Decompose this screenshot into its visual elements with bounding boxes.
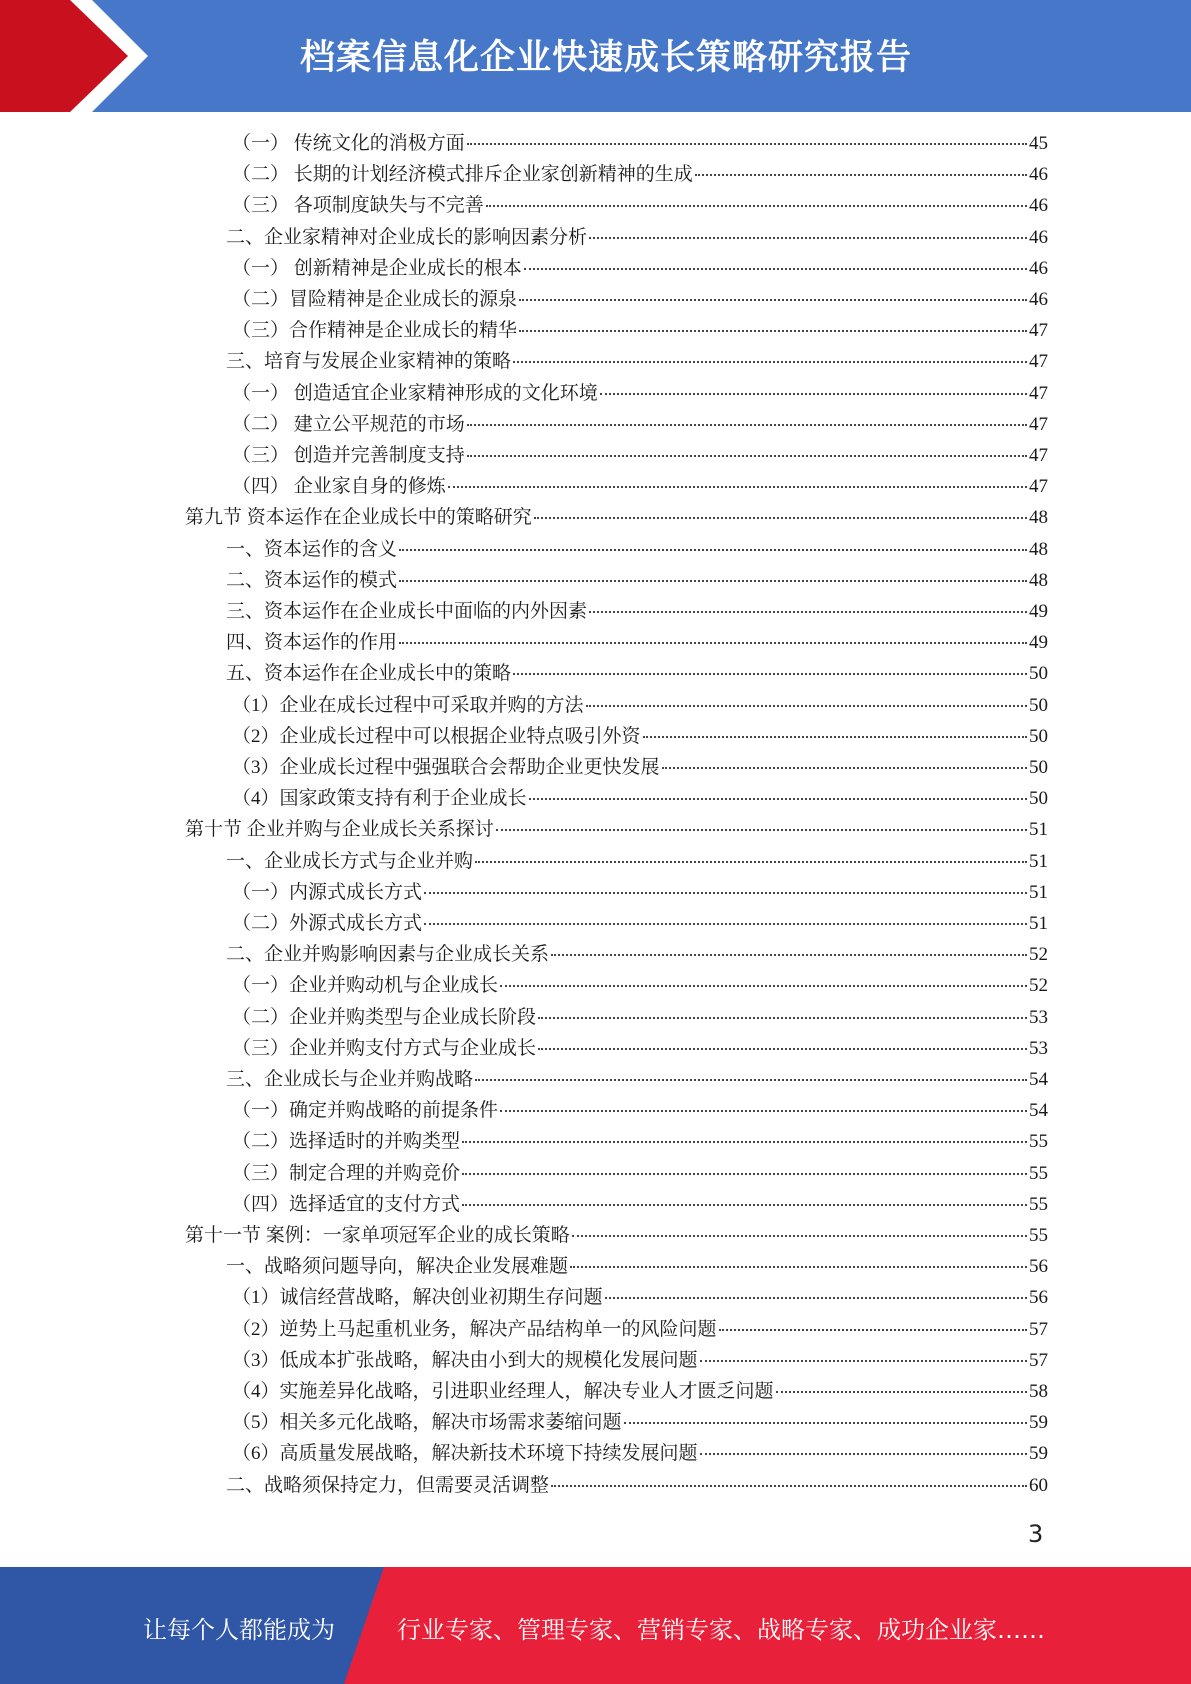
toc-entry-title: 第九节 资本运作在企业成长中的策略研究 bbox=[185, 507, 532, 529]
toc-dot-leader bbox=[462, 1172, 1027, 1175]
toc-dot-leader bbox=[700, 1452, 1027, 1455]
page-header bbox=[0, 0, 1191, 112]
toc-dot-leader bbox=[695, 173, 1027, 176]
toc-entry-title: 二、战略须保持定力，但需要灵活调整 bbox=[226, 1474, 550, 1496]
toc-entry-title: 五、资本运作在企业成长中的策略 bbox=[226, 663, 512, 685]
report-title: 档案信息化企业快速成长策略研究报告 bbox=[300, 38, 913, 78]
toc-entry-title: （二）外源式成长方式 bbox=[232, 913, 423, 934]
toc-entry[interactable] bbox=[226, 346, 1048, 377]
toc-entry[interactable] bbox=[226, 846, 1048, 877]
toc-dot-leader bbox=[462, 1140, 1027, 1143]
toc-dot-leader bbox=[475, 860, 1027, 863]
toc-entry-title: 三、培育与发展企业家精神的策略 bbox=[226, 351, 512, 373]
toc-entry-page: 52 bbox=[1029, 944, 1048, 966]
toc-entry-title: （一）内源式成长方式 bbox=[232, 881, 423, 903]
toc-entry-title: 二、资本运作的模式 bbox=[226, 569, 398, 591]
toc-entry[interactable] bbox=[232, 1438, 1048, 1469]
toc-dot-leader bbox=[424, 922, 1027, 925]
toc-dot-leader bbox=[399, 641, 1027, 644]
toc-entry-page: 46 bbox=[1029, 257, 1048, 279]
toc-entry-page: 50 bbox=[1029, 757, 1048, 778]
toc-entry[interactable] bbox=[226, 1470, 1048, 1501]
toc-entry[interactable] bbox=[226, 565, 1048, 596]
footer-tagline: 行业专家、管理专家、营销专家、战略专家、成功企业家…… bbox=[397, 1616, 1045, 1644]
toc-entry-page: 57 bbox=[1029, 1318, 1048, 1340]
toc-entry-title: （一） 传统文化的消极方面 bbox=[232, 133, 465, 154]
toc-dot-leader bbox=[524, 267, 1027, 270]
toc-entry-page: 55 bbox=[1029, 1131, 1048, 1153]
toc-entry-page: 46 bbox=[1029, 226, 1048, 248]
toc-entry-page: 45 bbox=[1029, 133, 1048, 154]
toc-entry[interactable] bbox=[232, 1126, 1048, 1157]
toc-entry-page: 53 bbox=[1029, 1037, 1048, 1059]
toc-entry-title: （二） 长期的计划经济模式排斥企业家创新精神的生成 bbox=[232, 164, 693, 186]
toc-entry-page: 46 bbox=[1029, 289, 1048, 310]
toc-entry[interactable] bbox=[232, 159, 1048, 190]
toc-entry[interactable] bbox=[232, 190, 1048, 221]
toc-entry[interactable] bbox=[232, 752, 1048, 783]
toc-entry-page: 51 bbox=[1029, 881, 1048, 903]
toc-entry-page: 49 bbox=[1029, 601, 1048, 622]
toc-entry-title: （1）企业在成长过程中可采取并购的方法 bbox=[232, 694, 584, 716]
toc-dot-leader bbox=[719, 1328, 1027, 1331]
toc-dot-leader bbox=[399, 579, 1027, 582]
toc-entry-page: 55 bbox=[1029, 1193, 1048, 1215]
toc-entry-page: 46 bbox=[1029, 164, 1048, 186]
toc-entry-title: （2）逆势上马起重机业务，解决产品结构单一的风险问题 bbox=[232, 1318, 717, 1340]
toc-entry-page: 55 bbox=[1029, 1225, 1048, 1246]
page-number: 3 bbox=[1028, 1520, 1044, 1548]
toc-dot-leader bbox=[486, 204, 1027, 207]
toc-entry[interactable] bbox=[232, 1376, 1048, 1407]
toc-dot-leader bbox=[624, 1421, 1027, 1424]
toc-entry-page: 52 bbox=[1029, 975, 1048, 997]
toc-entry[interactable] bbox=[232, 1407, 1048, 1438]
toc-entry-title: （5）相关多元化战略，解决市场需求萎缩问题 bbox=[232, 1412, 622, 1434]
toc-dot-leader bbox=[662, 766, 1027, 769]
toc-dot-leader bbox=[500, 984, 1027, 987]
toc-entry-title: （6）高质量发展战略，解决新技术环境下持续发展问题 bbox=[232, 1443, 698, 1465]
toc-entry[interactable] bbox=[232, 1282, 1048, 1313]
toc-entry-page: 47 bbox=[1029, 413, 1048, 435]
toc-dot-leader bbox=[513, 672, 1027, 675]
toc-dot-leader bbox=[589, 610, 1027, 613]
toc-entry[interactable] bbox=[232, 128, 1048, 159]
toc-entry-page: 54 bbox=[1029, 1069, 1048, 1090]
toc-dot-leader bbox=[700, 1359, 1027, 1362]
toc-entry[interactable] bbox=[232, 440, 1048, 471]
toc-dot-leader bbox=[467, 423, 1027, 426]
toc-entry[interactable] bbox=[185, 814, 1048, 845]
toc-entry[interactable] bbox=[226, 534, 1048, 565]
toc-entry-page: 55 bbox=[1029, 1162, 1048, 1184]
toc-entry[interactable] bbox=[232, 1345, 1048, 1376]
toc-entry-title: 一、资本运作的含义 bbox=[226, 538, 398, 560]
toc-entry-title: 三、企业成长与企业并购战略 bbox=[226, 1069, 474, 1090]
toc-entry[interactable] bbox=[232, 1033, 1048, 1064]
toc-entry[interactable] bbox=[232, 970, 1048, 1001]
toc-dot-leader bbox=[500, 1109, 1027, 1112]
toc-entry[interactable] bbox=[232, 877, 1048, 908]
toc-dot-leader bbox=[605, 1296, 1027, 1299]
toc-entry-page: 50 bbox=[1029, 694, 1048, 716]
toc-entry-title: （三） 创造并完善制度支持 bbox=[232, 445, 465, 466]
toc-entry-page: 47 bbox=[1029, 320, 1048, 342]
toc-entry-page: 47 bbox=[1029, 445, 1048, 466]
toc-entry[interactable] bbox=[232, 409, 1048, 440]
toc-entry-page: 51 bbox=[1029, 913, 1048, 934]
toc-entry[interactable] bbox=[226, 627, 1048, 658]
toc-entry-page: 47 bbox=[1029, 382, 1048, 404]
toc-entry-page: 59 bbox=[1029, 1412, 1048, 1434]
toc-entry-page: 56 bbox=[1029, 1256, 1048, 1278]
toc-entry-title: （一） 创新精神是企业成长的根本 bbox=[232, 257, 522, 279]
toc-entry-title: （3）企业成长过程中强强联合会帮助企业更快发展 bbox=[232, 757, 660, 778]
toc-entry-title: （四） 企业家自身的修炼 bbox=[232, 476, 446, 498]
toc-entry-page: 57 bbox=[1029, 1349, 1048, 1371]
toc-entry-title: （二） 建立公平规范的市场 bbox=[232, 413, 465, 435]
toc-entry[interactable] bbox=[232, 284, 1048, 315]
toc-entry[interactable] bbox=[232, 1095, 1048, 1126]
toc-dot-leader bbox=[538, 1016, 1027, 1019]
toc-entry-title: （二）企业并购类型与企业成长阶段 bbox=[232, 1006, 537, 1028]
toc-entry[interactable] bbox=[232, 471, 1048, 502]
toc-dot-leader bbox=[462, 1203, 1027, 1206]
toc-entry-title: （二）冒险精神是企业成长的源泉 bbox=[232, 289, 518, 310]
toc-entry-page: 51 bbox=[1029, 819, 1048, 841]
toc-entry[interactable] bbox=[226, 658, 1048, 689]
header-chevron-decoration bbox=[0, 0, 150, 112]
toc-dot-leader bbox=[424, 891, 1027, 894]
toc-entry-title: 三、资本运作在企业成长中面临的内外因素 bbox=[226, 601, 588, 622]
toc-entry-title: （4）实施差异化战略，引进职业经理人，解决专业人才匮乏问题 bbox=[232, 1381, 774, 1402]
toc-entry[interactable] bbox=[232, 721, 1048, 752]
toc-entry-page: 50 bbox=[1029, 788, 1048, 810]
page-footer bbox=[0, 1567, 1191, 1684]
toc-dot-leader bbox=[475, 1078, 1027, 1081]
toc-entry[interactable] bbox=[185, 502, 1048, 533]
toc-dot-leader bbox=[551, 1484, 1027, 1487]
toc-dot-leader bbox=[589, 236, 1027, 239]
toc-dot-leader bbox=[776, 1390, 1027, 1393]
toc-entry-title: （三）合作精神是企业成长的精华 bbox=[232, 320, 518, 342]
toc-dot-leader bbox=[600, 392, 1027, 395]
toc-dot-leader bbox=[399, 548, 1027, 551]
toc-dot-leader bbox=[467, 142, 1027, 145]
toc-entry[interactable] bbox=[232, 908, 1048, 939]
toc-entry-title: （1）诚信经营战略，解决创业初期生存问题 bbox=[232, 1287, 603, 1309]
toc-entry-page: 48 bbox=[1029, 569, 1048, 591]
toc-dot-leader bbox=[551, 953, 1027, 956]
toc-entry[interactable] bbox=[226, 1251, 1048, 1282]
toc-entry-page: 59 bbox=[1029, 1443, 1048, 1465]
toc-entry[interactable] bbox=[226, 596, 1048, 627]
toc-entry-page: 50 bbox=[1029, 725, 1048, 747]
toc-entry-page: 51 bbox=[1029, 850, 1048, 872]
toc-dot-leader bbox=[572, 1234, 1027, 1237]
toc-entry[interactable] bbox=[232, 315, 1048, 346]
toc-dot-leader bbox=[534, 516, 1027, 519]
toc-entry-title: 第十一节 案例：一家单项冠军企业的成长策略 bbox=[185, 1225, 570, 1246]
toc-entry[interactable] bbox=[232, 378, 1048, 409]
toc-dot-leader bbox=[538, 1047, 1027, 1050]
toc-entry-title: 第十节 企业并购与企业成长关系探讨 bbox=[185, 819, 494, 841]
toc-entry[interactable] bbox=[226, 939, 1048, 970]
toc-entry-title: （四）选择适宜的支付方式 bbox=[232, 1193, 461, 1215]
toc-entry-page: 47 bbox=[1029, 476, 1048, 498]
toc-entry-title: （三）企业并购支付方式与企业成长 bbox=[232, 1037, 537, 1059]
toc-dot-leader bbox=[467, 454, 1027, 457]
toc-dot-leader bbox=[519, 329, 1027, 332]
toc-entry-page: 58 bbox=[1029, 1381, 1048, 1402]
toc-entry[interactable] bbox=[232, 1189, 1048, 1220]
toc-entry-page: 56 bbox=[1029, 1287, 1048, 1309]
toc-entry-title: 一、企业成长方式与企业并购 bbox=[226, 850, 474, 872]
toc-entry[interactable] bbox=[232, 690, 1048, 721]
toc-entry[interactable] bbox=[185, 1220, 1048, 1251]
toc-dot-leader bbox=[586, 704, 1027, 707]
toc-entry[interactable] bbox=[226, 1064, 1048, 1095]
toc-entry-title: （三）制定合理的并购竞价 bbox=[232, 1162, 461, 1184]
toc-entry[interactable] bbox=[226, 222, 1048, 253]
toc-dot-leader bbox=[519, 298, 1027, 301]
toc-entry[interactable] bbox=[232, 253, 1048, 284]
footer-lead-text: 让每个人都能成为 bbox=[143, 1616, 335, 1644]
toc-entry-page: 47 bbox=[1029, 351, 1048, 373]
toc-entry-title: 一、战略须问题导向，解决企业发展难题 bbox=[226, 1256, 569, 1278]
toc-entry[interactable] bbox=[232, 1314, 1048, 1345]
toc-entry[interactable] bbox=[232, 1002, 1048, 1033]
toc-entry[interactable] bbox=[232, 783, 1048, 814]
toc-entry-page: 49 bbox=[1029, 632, 1048, 654]
toc-entry-title: （2）企业成长过程中可以根据企业特点吸引外资 bbox=[232, 725, 641, 747]
toc-entry-title: （一） 创造适宜企业家精神形成的文化环境 bbox=[232, 382, 598, 404]
toc-entry-page: 50 bbox=[1029, 663, 1048, 685]
toc-dot-leader bbox=[570, 1265, 1027, 1268]
toc-entry-title: （三） 各项制度缺失与不完善 bbox=[232, 195, 484, 217]
toc-entry-page: 60 bbox=[1029, 1474, 1048, 1496]
toc-entry-title: 二、企业并购影响因素与企业成长关系 bbox=[226, 944, 550, 966]
toc-dot-leader bbox=[529, 797, 1027, 800]
toc-dot-leader bbox=[643, 735, 1027, 738]
toc-dot-leader bbox=[513, 360, 1027, 363]
toc-entry[interactable] bbox=[232, 1158, 1048, 1189]
toc-dot-leader bbox=[448, 485, 1027, 488]
toc-entry-title: （二）选择适时的并购类型 bbox=[232, 1131, 461, 1153]
toc-entry-title: （一）确定并购战略的前提条件 bbox=[232, 1100, 499, 1122]
toc-entry-title: （一）企业并购动机与企业成长 bbox=[232, 975, 499, 997]
toc-entry-title: 四、资本运作的作用 bbox=[226, 632, 398, 654]
toc-entry-page: 54 bbox=[1029, 1100, 1048, 1122]
toc-entry-page: 53 bbox=[1029, 1006, 1048, 1028]
toc-entry-title: 二、企业家精神对企业成长的影响因素分析 bbox=[226, 226, 588, 248]
toc-entry-title: （4）国家政策支持有利于企业成长 bbox=[232, 788, 527, 810]
toc-entry-page: 46 bbox=[1029, 195, 1048, 217]
toc-dot-leader bbox=[496, 828, 1027, 831]
toc-entry-title: （3）低成本扩张战略，解决由小到大的规模化发展问题 bbox=[232, 1349, 698, 1371]
toc-entry-page: 48 bbox=[1029, 507, 1048, 529]
toc-entry-page: 48 bbox=[1029, 538, 1048, 560]
